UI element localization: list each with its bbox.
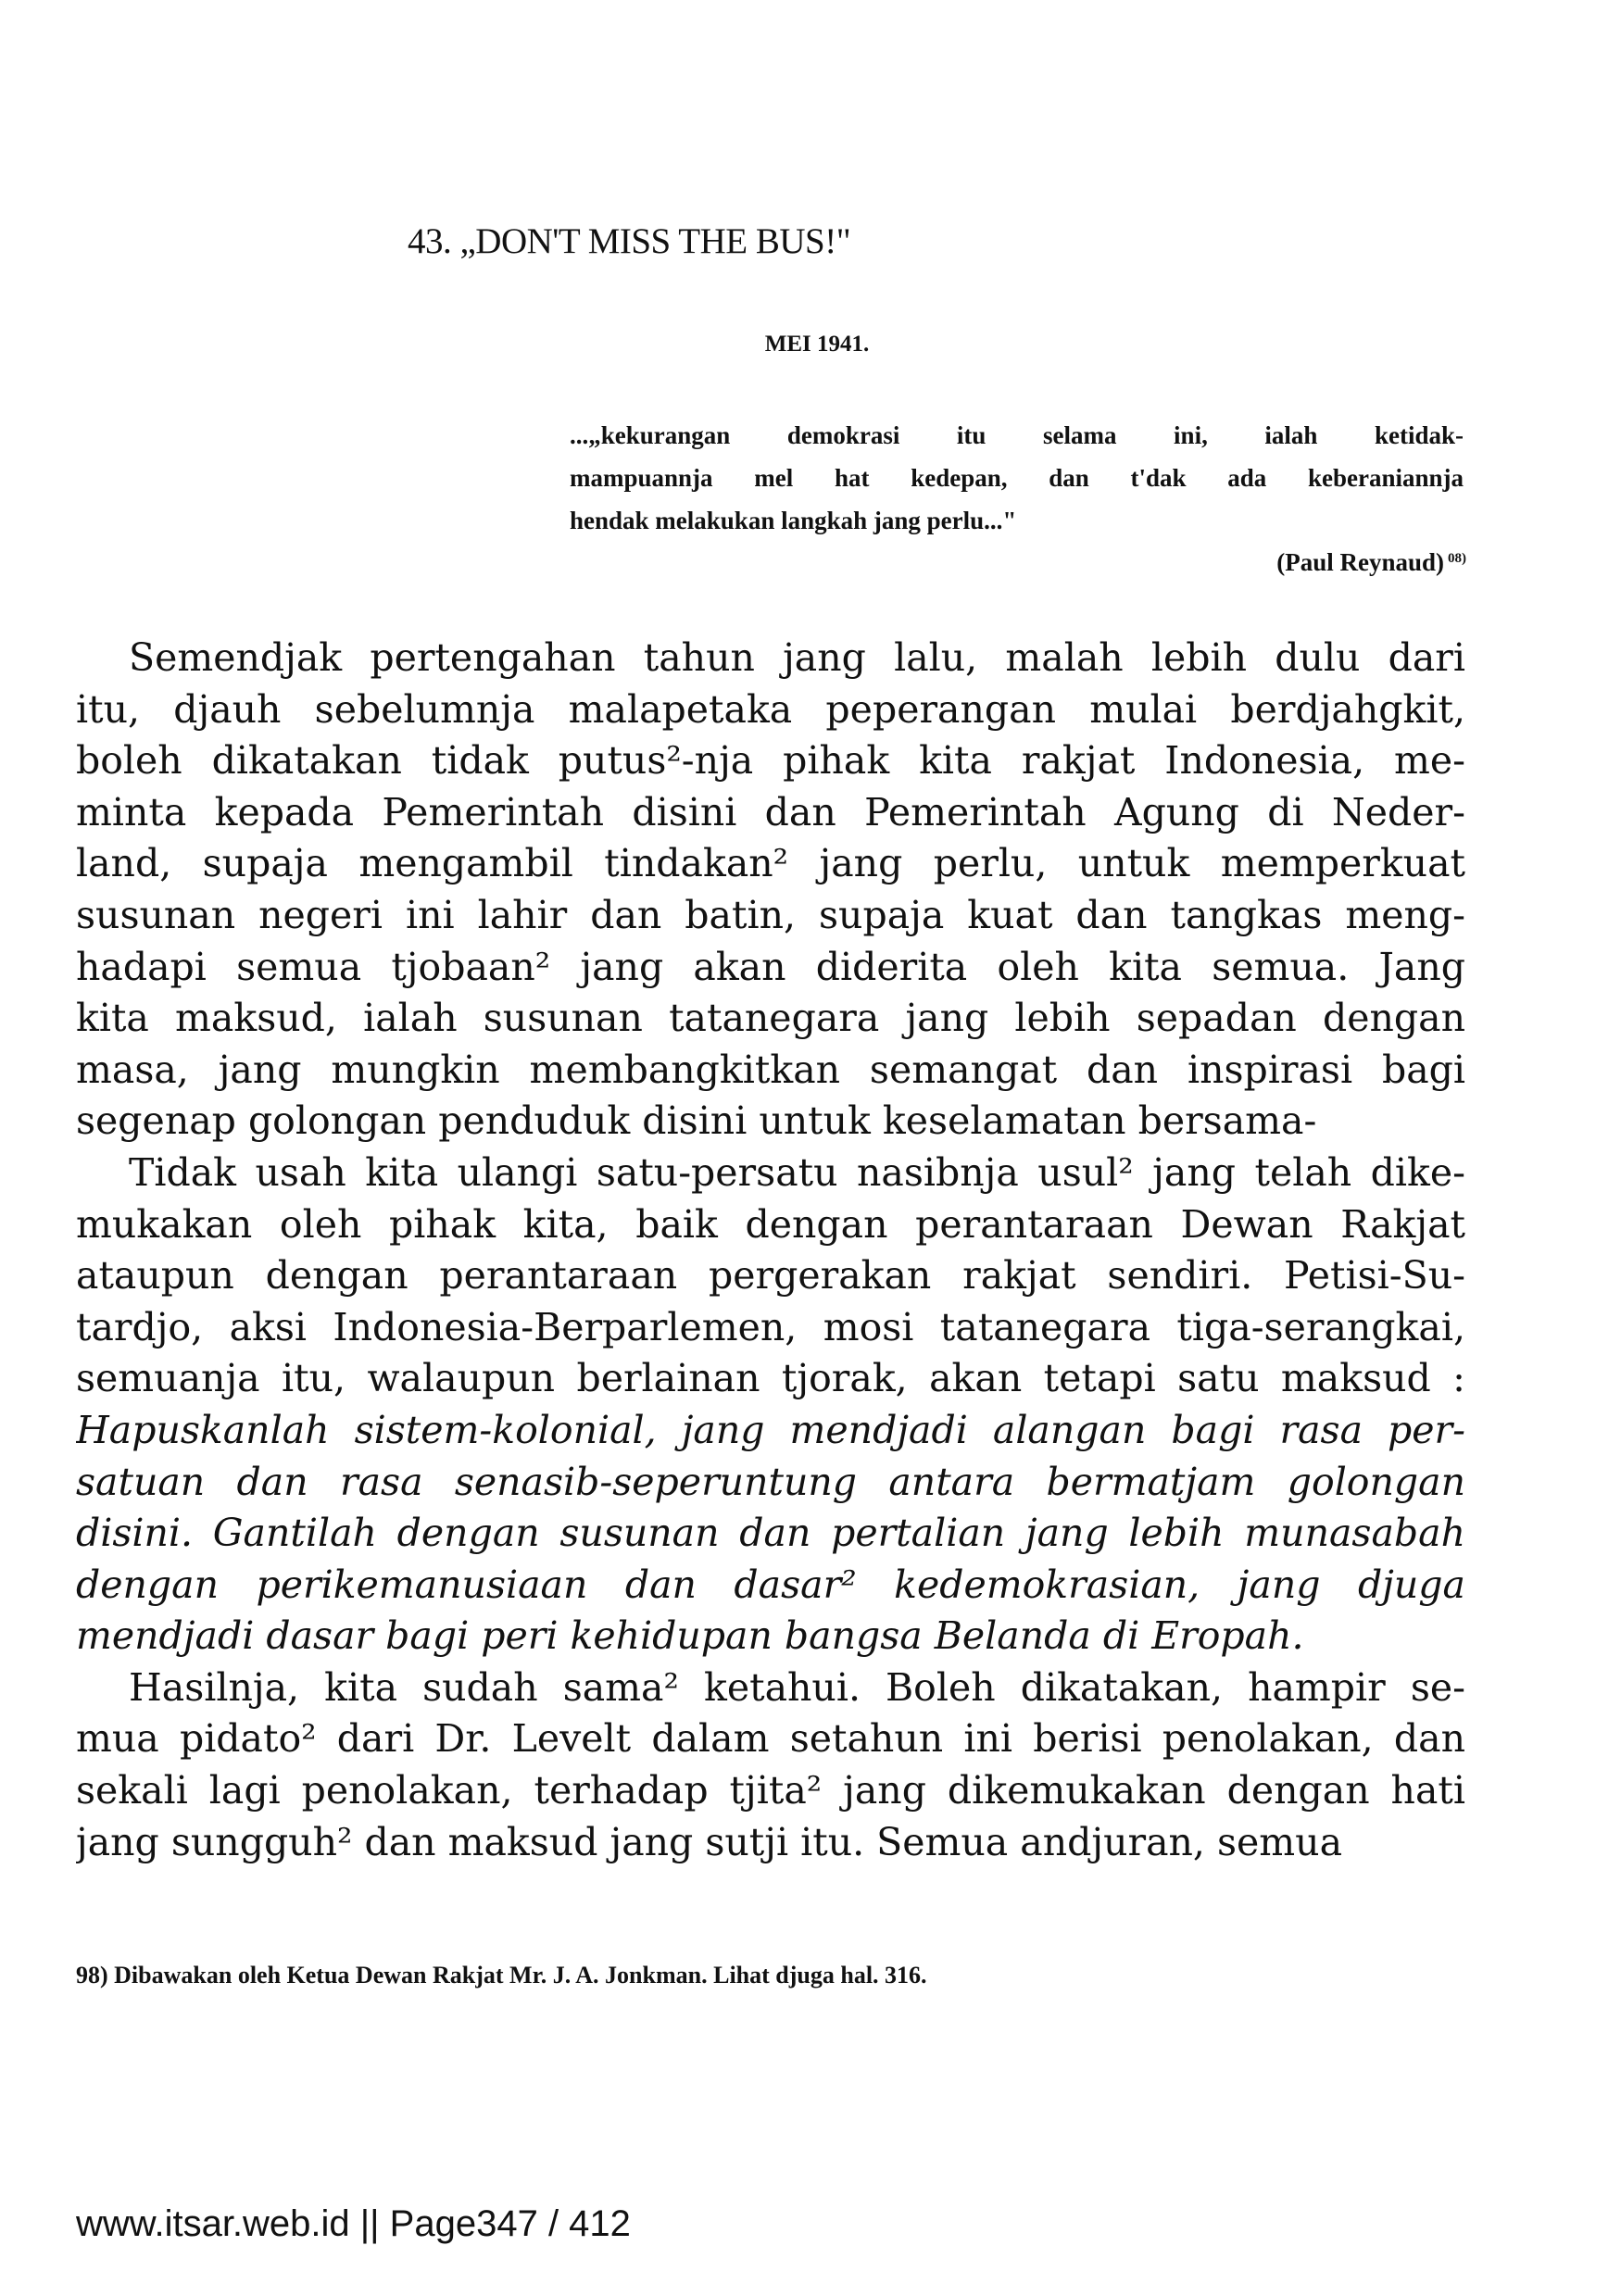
paragraph-2-italic-line: Hapuskanlah sistem-kolonial, jang mendjadi alangan bagi rasa per- [76, 1407, 1465, 1452]
paragraph-2-line: mukakan oleh pihak kita, baik dengan perantaraan Dewan Rakjat [76, 1201, 1465, 1247]
paragraph-3-line: jang sungguh² dan maksud jang sutji itu. Semua andjuran, semua [76, 1819, 1343, 1864]
paragraph-1-line: minta kepada Pemerintah disini dan Pemerintah Agung di Neder- [76, 789, 1465, 834]
epigraph-quote [570, 414, 1464, 542]
page-footer: www.itsar.web.id || Page347 / 412 [76, 2203, 631, 2244]
paragraph-2-line: ataupun dengan perantaraan pergerakan rakjat sendiri. Petisi-Su- [76, 1253, 1465, 1299]
epigraph-attribution [1276, 548, 1466, 577]
epigraph-line: mampuannja mel hat kedepan, dan t'dak ada keberaniannja [570, 464, 1464, 492]
attribution-footnote-ref: 08) [1448, 551, 1466, 566]
paragraph-2-italic-line: satuan dan rasa senasib-seperuntung antara bermatjam golongan [76, 1459, 1465, 1504]
paragraph-3-line: sekali lagi penolakan, terhadap tjita² jang dikemukakan dengan hati [76, 1768, 1465, 1813]
chapter-date: MEI 1941. [764, 332, 870, 357]
paragraph-1-line: kita maksud, ialah susunan tatanegara jang lebih sepadan dengan [76, 996, 1465, 1041]
body-text [76, 633, 1465, 1868]
paragraph-2-line: Tidak usah kita ulangi satu-persatu nasibnja usul² jang telah dike- [129, 1149, 1465, 1195]
paragraph-1-line: Semendjak pertengahan tahun jang lalu, malah lebih dulu dari [129, 635, 1465, 680]
paragraph-2-line: tardjo, aksi Indonesia-Berparlemen, mosi tatanegara tiga-serangkai, [76, 1304, 1465, 1349]
attribution-author: (Paul Reynaud) [1276, 548, 1444, 576]
paragraph-3-line: mua pidato² dari Dr. Levelt dalam setahun ini berisi penolakan, dan [76, 1716, 1465, 1762]
paragraph-1-line: hadapi semua tjobaan² jang akan diderita oleh kita semua. Jang [76, 944, 1465, 989]
epigraph-line: hendak melakukan langkah jang perlu..." [570, 507, 1017, 534]
paragraph-1-line: susunan negeri ini lahir dan batin, supaja kuat dan tangkas meng- [76, 892, 1465, 937]
paragraph-1-line: masa, jang mungkin membangkitkan semangat dan inspirasi bagi [76, 1047, 1465, 1092]
paragraph-1-line: land, supaja mengambil tindakan² jang perlu, untuk memperkuat [76, 841, 1465, 886]
chapter-title: 43. „DON'T MISS THE BUS!" [408, 221, 851, 261]
paragraph-2-italic-line: mendjadi dasar bagi peri kehidupan bangsa Belanda di Eropah. [76, 1613, 1304, 1659]
paragraph-3-line: Hasilnja, kita sudah sama² ketahui. Boleh dikatakan, hampir se- [129, 1664, 1465, 1710]
paragraph-1-line: segenap golongan penduduk disini untuk keselamatan bersama- [76, 1098, 1317, 1144]
paragraph-1-line: itu, djauh sebelumnja malapetaka peperangan mulai berdjahgkit, [76, 686, 1465, 732]
epigraph-line: ...„kekurangan demokrasi itu selama ini, ialah ketidak- [570, 421, 1464, 449]
paragraph-2-italic-line: dengan perikemanusiaan dan dasar² kedemokrasian, jang djuga [76, 1562, 1465, 1607]
footnote: 98) Dibawakan oleh Ketua Dewan Rakjat Mr. J. A. Jonkman. Lihat djuga hal. 316. [76, 1962, 927, 1989]
paragraph-2-line: semuanja itu, walaupun berlainan tjorak, akan tetapi satu maksud : [76, 1356, 1465, 1401]
paragraph-2-italic-line: disini. Gantilah dengan susunan dan pertalian jang lebih munasabah [76, 1511, 1465, 1556]
paragraph-1-line: boleh dikatakan tidak putus²-nja pihak kita rakjat Indonesia, me- [76, 738, 1465, 784]
